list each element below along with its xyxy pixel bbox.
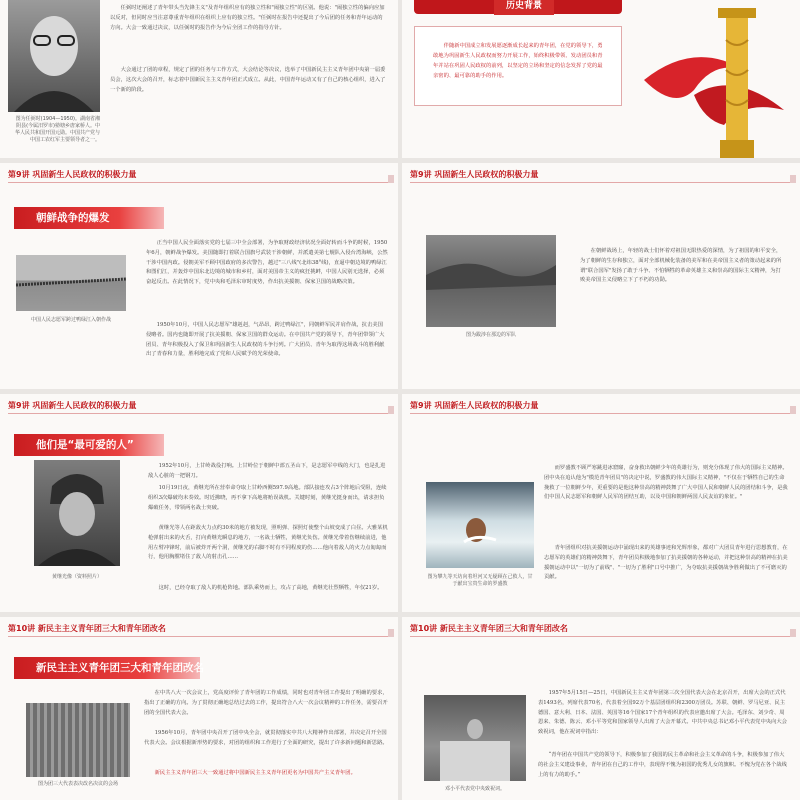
paragraph: 正当中国人民全面落实党的七届三中全会部署，为争取财政经济状况全面好转而斗争的时候，1950年6月，朝鲜战争爆发。美国随即打着联合国旗号武装干涉朝鲜，并派遣美第七舰队入侵台湾海峡，公然干涉中国内政。侵朝美军不顾中国政府的多次警告，越过"三八线"(北纬38°线)，直逼中朝边境的鸭绿江和图们江，并轰炸中国东北边境的城市和乡村，面对美国帝主义的疯狂挑衅，中国人民别无选择，必须奋起反击。在此情况下，党中央和毛泽东审时度势，作出抗美援朝、保家卫国的战略决策。 <box>146 240 388 286</box>
header-divider <box>8 182 390 183</box>
slide-history-background <box>402 0 800 158</box>
lecture-header <box>402 400 800 414</box>
paragraph: 这时，已经夺取了敌人的机枪阵地。部队乘势而上，攻占了高地，黄继光壮烈牺牲，年仅21岁。 <box>158 585 383 591</box>
lecture-title: 第9讲 巩固新生人民政权的积极力量 <box>8 401 137 410</box>
photo-caption: 邓小平代表党中央致祝词。 <box>444 786 505 792</box>
photo-caption: 图为攀九等天坊向着坦河又无疑顾在己救人，甘于献出宝贵生命的罗盛教 <box>427 574 533 587</box>
slide-third-congress <box>0 617 398 800</box>
lecture-title: 第9讲 巩固新生人民政权的积极力量 <box>410 401 539 410</box>
corner-mark <box>790 175 796 183</box>
header-divider <box>410 413 792 414</box>
photo-caption: 图为团三大代表表决改名决议的会场 <box>37 781 118 787</box>
ren-bishi-photo <box>8 0 100 112</box>
corner-mark <box>790 629 796 637</box>
paragraph: 10月19日夜，黄继光所在营奉命夺取上甘岭西侧597.9高地。部队接连攻占3个阵地后受阻，连续组织3次爆破均未奏效。时近拂晓，再不拿下高地将贻误战机。关键时刻，黄继光挺身而出，请求担负爆破任务，带领两名战士突破。 <box>148 485 387 511</box>
lecture-header <box>402 623 800 637</box>
section-banner: 他们是“最可爱的人” <box>14 434 164 456</box>
paragraph: 任弼时还阐述了青年带头当先锋主义"及青年组织应有的独立性和"闹独立性"的区别。他说："闹独立性的偏向应加以反对，但同时应当注意尊重青年组织在组织上应有的独立性。"任弼时在报告中还提出了今后团的任务和青年运动的方向。大会一致通过决议，以任弼时的报告作为今后全团工作的指导方针。 <box>110 5 385 31</box>
lecture-title: 第9讲 巩固新生人民政权的积极力量 <box>8 170 137 179</box>
slide-korean-battlefield <box>402 163 800 389</box>
lecture-title: 第10讲 新民主主义青年团三大和青年团改名 <box>410 624 568 633</box>
paragraph: 青年团组织对抗美援朝运动中涌现出来的英雄事迹和光辉形象，都对广大团员青年进行思想教育，在志愿军的英雄们的精神鼓舞下，青年团员积极地参加了抗美援朝的各种运动，并把这种崇高的精神在抗美援朝运动中以"一切为了前线"、"一切为了胜利"口号中推广，为夺取抗美援朝战争胜利做出了不可磨灭的贡献。 <box>544 545 788 581</box>
paragraph: 1952年10月，上甘岭战役打响。上甘岭位于朝鲜中部五圣山下，是志愿军中线的大门，也是扎进敌人心脏的一把钢刀。 <box>148 463 386 479</box>
header-divider <box>410 182 792 183</box>
section-banner: 朝鲜战争的爆发 <box>14 207 164 229</box>
photo-caption: 中国人民志愿军跨过鸭绿江入朝作战 <box>30 317 111 323</box>
slide-deng-xiaoping-speech <box>402 617 800 800</box>
paragraph: “青年团在中国共产党的领导下，积极参加了我国的民主革命和社会主义革命的斗争，积极参加了伟大的社会主义建设事业，青年团在自己的工作中，表现得不愧为祖国的优秀儿女的旗帜。不愧为党在各个战线上的有力的助手。” <box>538 752 787 778</box>
lecture-title: 第9讲 巩固新生人民政权的积极力量 <box>410 170 539 179</box>
river-rescue-photo <box>426 482 534 568</box>
corner-mark <box>388 406 394 414</box>
podium-speech-photo <box>424 695 526 781</box>
huang-jiguang-photo <box>34 460 120 566</box>
section-banner: 新民主主义青年团三大和青年团改名 <box>14 657 200 679</box>
lecture-header <box>0 169 398 183</box>
paragraph: 在朝鲜战场上，年轻的战士们怀着对祖国无限热爱的深情，为了祖国的和平安全，为了朝鲜的生存和独立，面对全部机械化装备的美军和在美帝国主义者的策动起来的所谓"联合国军"发扬了敢于斗争、不怕牺牲的革命英雄主义和崇高的国际主义精神，为打败美帝国主义侵略立下了不朽的功勋。 <box>580 248 782 284</box>
corner-mark <box>388 175 394 183</box>
history-text: 伴随新中国成立和发展愿逐渐成长起来的青年团，在党的领导下，勇敢地为巩固新生人民政权而努力开展工作，始终积极带领、发动团员和青年并站在巩固人民政权的前列，以坚定的立场和坚定的信念发挥了党的最亲密的、最可靠的助手的作用。 <box>433 43 603 79</box>
paragraph: 而罗盛教不顾严寒跳进冰窟窿，奋身救出朝鲜少年的英雄行为，则充分体现了伟大的国际主义精神。团中央在追认他为"模范青年团员"的决定中说，罗盛教的伟大国际主义精神，"不仅在于牺牲自己的生命挽救了一位朝鲜少年，更重要的是他这种崇高的精神鼓舞了广大中国人民和朝鲜人民的团结和斗争，是我们中国人民志愿军和朝鲜人民军的团结互助，以及中国和朝鲜两国人民友谊的象征。" <box>544 465 788 501</box>
paragraph: 黄继光等人在距敌火力点约30米的地方被发现，照明弹、探照灯使整个山坡变成了白昼。大雅某机枪弹射出来的火舌，打向黄继光瞬息的地方，一名战士牺牲，黄继光负伤。黄继光带着伤继续前进，他用左臂冲锋时，前后被炸开两个洞，黄继光的右脚不时有不同程度的伤……他向着敌人的火力点匍匐而行，他用胸膛堵住了敌人的射击孔…… <box>148 525 388 561</box>
photo-caption: 图为任弼时(1904—1950)。湖南省湘阴县(今属汨罗市)塾塘乡唐家桥人。中华人民共和国开国元勋。中国共产党与中国工农红军主要领导者之一。 <box>14 116 100 143</box>
history-text-box <box>414 26 622 106</box>
paragraph <box>144 769 388 791</box>
congress-hall-photo <box>26 703 130 777</box>
highlighted-text: 新民主主义青年团三大一致通过将中国新民主主义青年团更名为中国共产主义青年团。 <box>154 770 356 776</box>
slide-korean-war-outbreak <box>0 163 398 389</box>
lecture-header <box>0 623 398 637</box>
lecture-title: 第10讲 新民主主义青年团三大和青年团改名 <box>8 624 166 633</box>
troops-crossing-photo <box>16 255 126 311</box>
photo-caption: 黄继光像（资料照片） <box>51 574 102 580</box>
corner-mark <box>790 406 796 414</box>
lecture-header <box>0 400 398 414</box>
header-divider <box>8 413 390 414</box>
slide-luo-shengjiao <box>402 394 800 612</box>
paragraph: 在中共八大一次会议上，党高度评价了青年团的工作成绩，同时也对青年团工作提出了明确的要求，指出了正确的方向。为了贯彻正确地总结过去的工作，提出符合八大一次会议精神的工作任务，需要召开团的全国代表大会。 <box>144 690 388 716</box>
paragraph: 1957年5月15日—25日，中国新民主主义青年团第三次全国代表大会在北京召开，出席大会的正式代表1493名，列席代表70名，代表着全国92万个基层团组织和2300万团员。苏联、朝鲜、罗马尼亚、民主德国、意大利、日本、法国、英国等16个国家17个青年组织的代表应邀出席了大会。毛泽东、刘少奇、周恩来、朱德、陈云、邓小平等党和国家领导人出席了大会开幕式。中共中央总书记邓小平代表党中央向大会致祝词，他在祝词中指出： <box>538 690 787 736</box>
slide-ren-bishi <box>0 0 398 158</box>
header-divider <box>8 636 390 637</box>
paragraph: 1956年10月，青年团中央召开了团中央全会，就贯彻落实中共八大精神作出部署，并决定召开全国代表大会。会议根据新形势的要求，对团的组织和工作进行了全面的研究，提出了许多新问题和新思路。 <box>144 730 388 746</box>
marching-army-photo <box>426 235 556 327</box>
huabiao-pillar-icon <box>634 0 794 158</box>
slide-most-lovable-people <box>0 394 398 612</box>
paragraph: 1950年10月，中国人民志愿军"雄赳赳，气昂昂，跨过鸭绿江"，同朝鲜军民并肩作战，抗击美国侵略者。国内也随即开展了抗美援朝、保家卫国的群众运动。在中国共产党的领导下，青年团带领广大团员、青年积极投入了保卫和巩固新生人民政权的斗争行列。广大团员、青年为取得这场战斗的胜利献出了青春和力量，胜利地完成了党和人民赋予的光荣使命。 <box>146 322 385 358</box>
paragraph: 大会通过了团的章程，规定了团的任务与工作方式，大会结论等决议，选举了中国新民主主义青年团中央第一届委员会，这次大会的召开，标志着中国新民主主义青年团正式成立。从此，中国青年运动又有了自己的核心组织，进入了一个新的阶段。 <box>110 67 386 93</box>
lecture-header <box>402 169 800 183</box>
section-title: 历史背景 <box>494 0 554 15</box>
photo-caption: 图为跋涉在那边的军队 <box>465 332 516 338</box>
header-divider <box>410 636 792 637</box>
corner-mark <box>388 629 394 637</box>
